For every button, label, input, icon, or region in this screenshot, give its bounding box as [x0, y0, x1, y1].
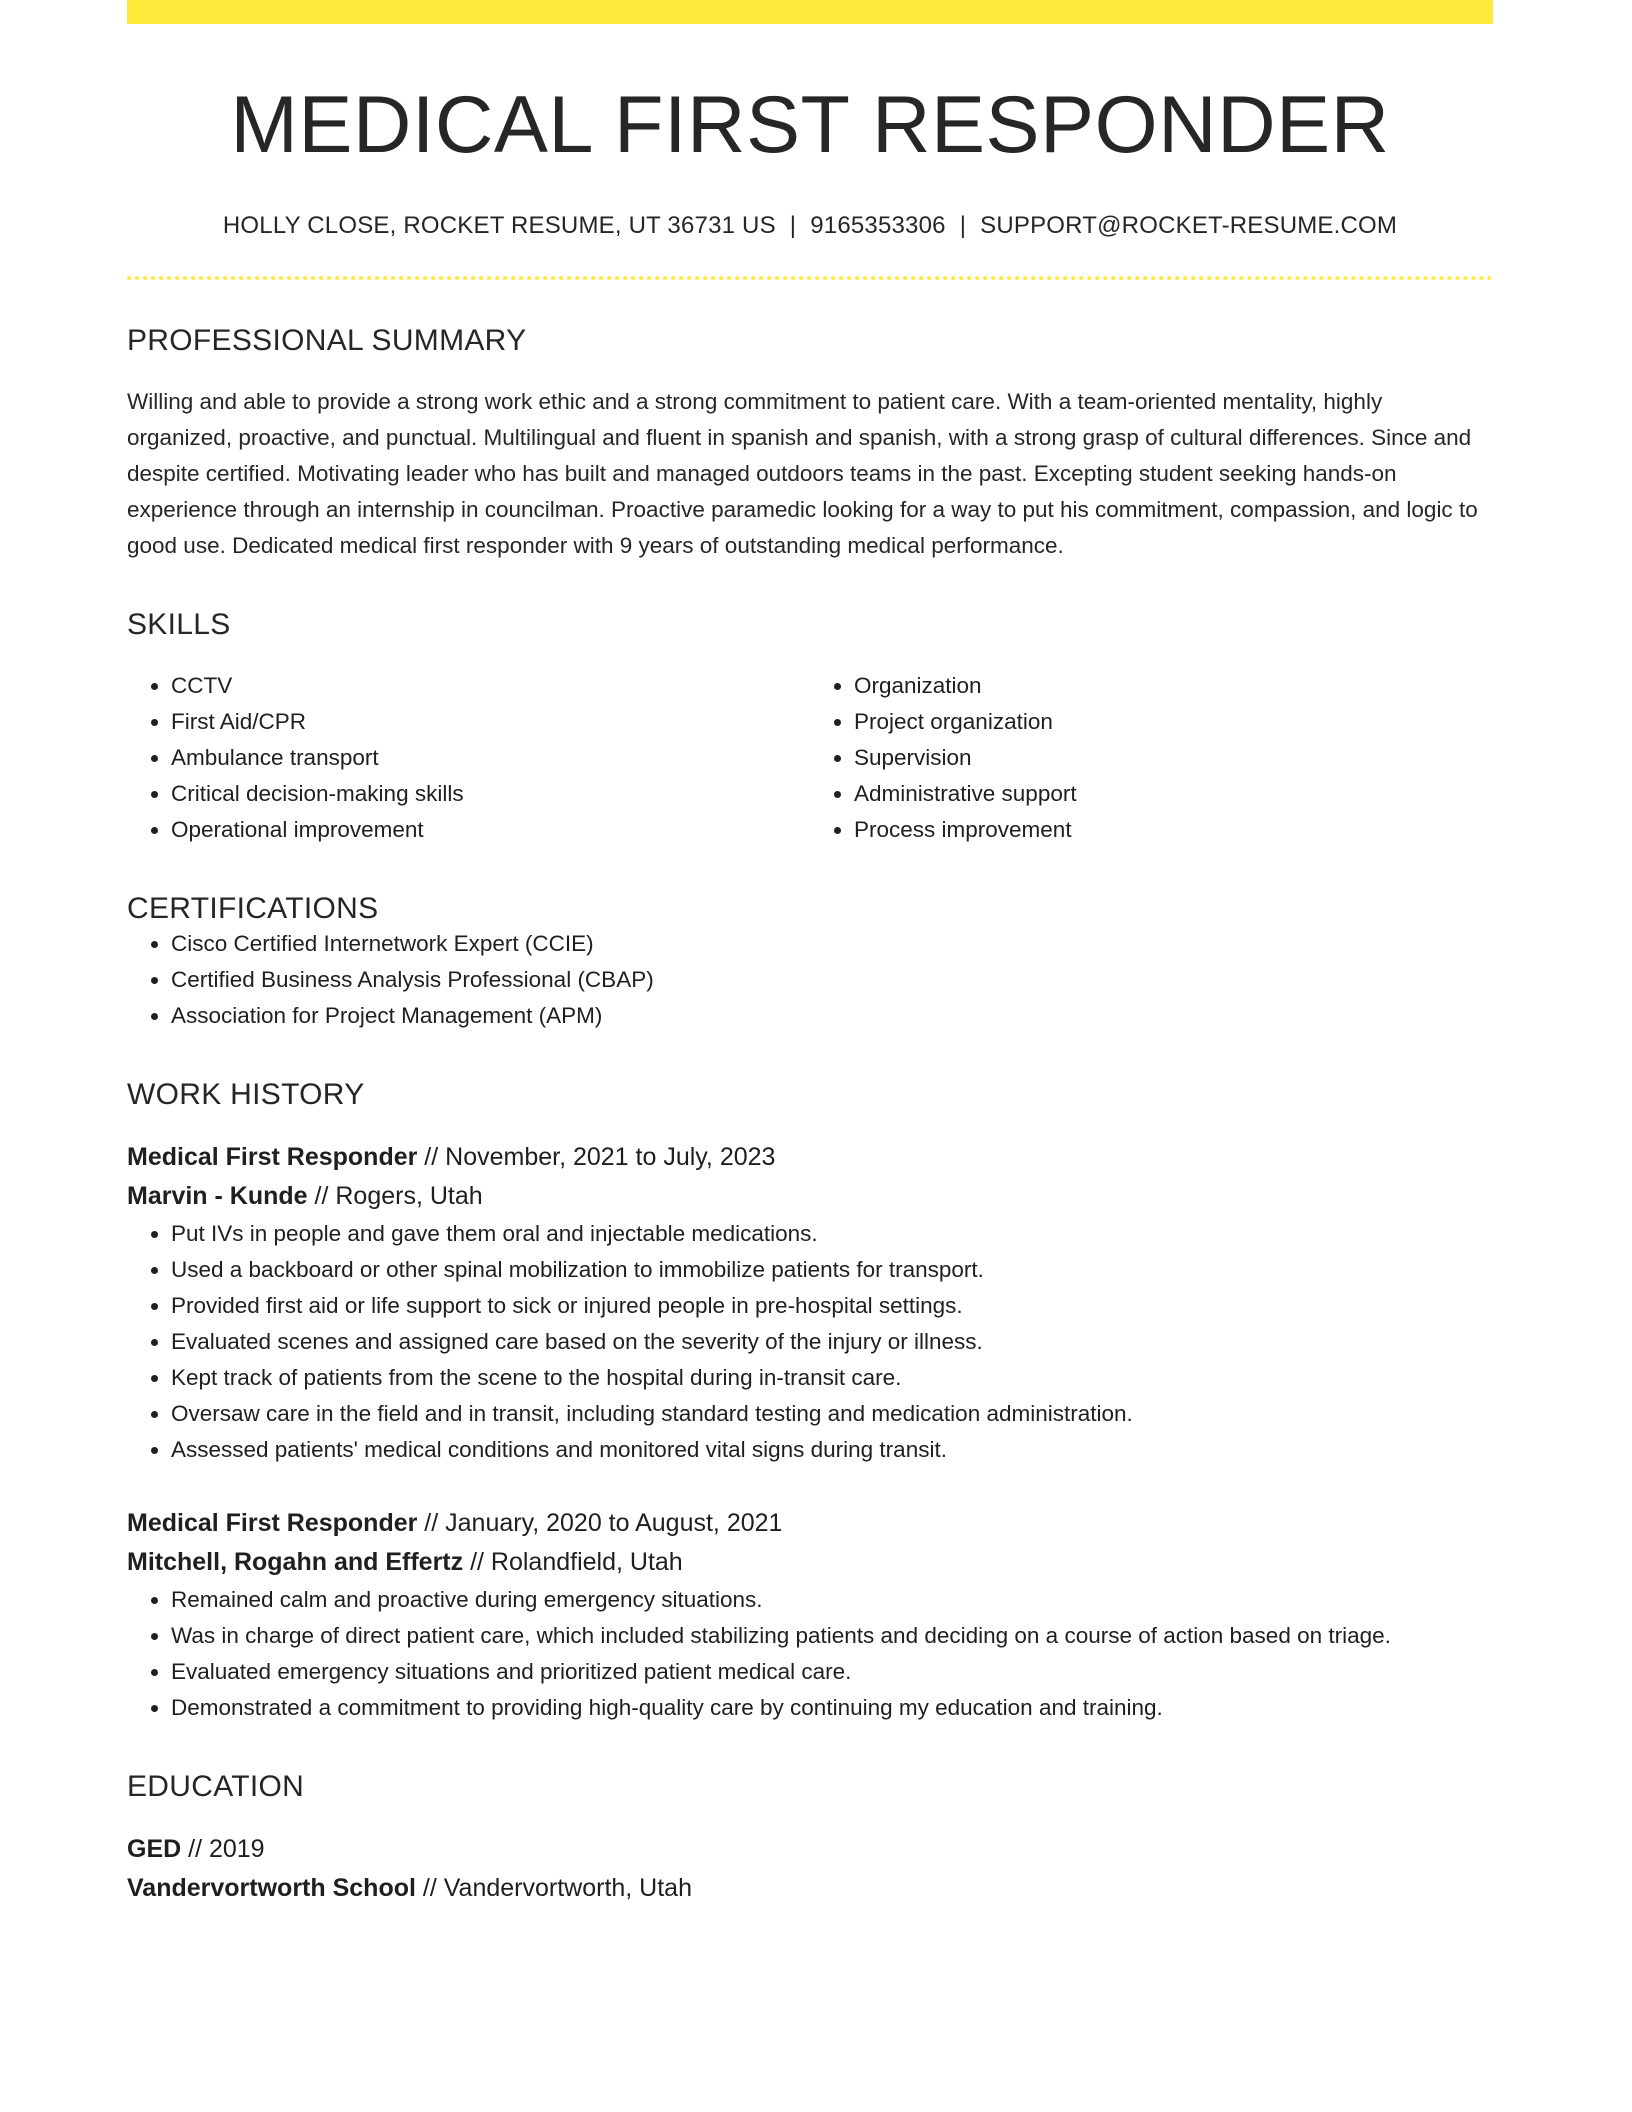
summary-text: Willing and able to provide a strong work ethic and a strong commitment to patient care. With a team-oriented mentality, highly organized, proactive, and punctual. Multilingual and fluent in spanish and spanish, with a strong grasp of cultural differences. Since and despite certified. Motivating leader who has built and managed outdoors teams in the past. Excepting student seeking hands-on experience through an internship in councilman. Proactive paramedic looking for a way to put his commitment, compassion, and logic to good use. Dedicated medical first responder with 9 years of outstanding medical performance.	[127, 389, 1478, 559]
job-dates: // January, 2020 to August, 2021	[417, 1509, 783, 1538]
job-dates: // November, 2021 to July, 2023	[417, 1143, 776, 1172]
list-item: • CCTV	[171, 668, 810, 704]
list-item: • Oversaw care in the field and in transit, including standard testing and medication administration.	[171, 1396, 1493, 1432]
education-entry	[127, 1830, 1493, 1908]
resume-title: MEDICAL FIRST RESPONDER	[230, 80, 1390, 170]
section-title-certifications: CERTIFICATIONS	[127, 892, 379, 926]
job-company: Mitchell, Rogahn and Effertz	[127, 1548, 464, 1577]
section-title-work-history: WORK HISTORY	[127, 1078, 365, 1112]
contact-address: HOLLY CLOSE, ROCKET RESUME, UT 36731 US	[222, 212, 776, 240]
job-bullets	[127, 1582, 1493, 1726]
skills-grid	[127, 668, 1493, 848]
education-degree-line	[127, 1830, 1493, 1869]
section-title-skills: SKILLS	[127, 608, 231, 642]
job-role-line	[127, 1504, 1493, 1543]
list-item: • Was in charge of direct patient care, which included stabilizing patients and deciding on a course of action based on triage.	[171, 1618, 1493, 1654]
skills-right-column	[810, 668, 1493, 848]
list-item: • Remained calm and proactive during emergency situations.	[171, 1582, 1493, 1618]
job-role-line	[127, 1138, 1493, 1177]
job-entry	[127, 1138, 1493, 1468]
accent-top-bar	[127, 0, 1493, 24]
job-header	[127, 1138, 1493, 1216]
list-item: • Supervision	[854, 740, 1493, 776]
list-item: • Used a backboard or other spinal mobilization to immobilize patients for transport.	[171, 1252, 1493, 1288]
list-item: • Ambulance transport	[171, 740, 810, 776]
list-item: • Operational improvement	[171, 812, 810, 848]
skills-left-column	[127, 668, 810, 848]
list-item: • Critical decision-making skills	[171, 776, 810, 812]
list-item: • Put IVs in people and gave them oral and injectable medications.	[171, 1216, 1493, 1252]
list-item: • Cisco Certified Internetwork Expert (CCIE)	[171, 926, 1493, 962]
job-company-line	[127, 1177, 1493, 1216]
job-company: Marvin - Kunde	[127, 1182, 308, 1211]
list-item: • Demonstrated a commitment to providing high-quality care by continuing my education and training.	[171, 1690, 1493, 1726]
contact-line	[127, 212, 1493, 240]
list-item: • Administrative support	[854, 776, 1493, 812]
certifications-list	[127, 926, 1493, 1034]
list-item: • Project organization	[854, 704, 1493, 740]
list-item: • Assessed patients' medical conditions and monitored vital signs during transit.	[171, 1432, 1493, 1468]
list-item: • Organization	[854, 668, 1493, 704]
education-school-line	[127, 1869, 1493, 1908]
job-spacer	[127, 1468, 1493, 1504]
job-role: Medical First Responder	[127, 1143, 418, 1172]
education-year: // 2019	[181, 1835, 265, 1864]
list-item: • Process improvement	[854, 812, 1493, 848]
education-location: // Vandervortworth, Utah	[415, 1874, 692, 1903]
education-school: Vandervortworth School	[127, 1874, 416, 1903]
job-company-line	[127, 1543, 1493, 1582]
job-role: Medical First Responder	[127, 1509, 418, 1538]
section-title-summary: PROFESSIONAL SUMMARY	[127, 324, 527, 358]
contact-separator: |	[789, 212, 797, 240]
contact-phone: 9165353306	[810, 212, 946, 240]
job-entry	[127, 1504, 1493, 1726]
list-item: • Kept track of patients from the scene to the hospital during in-transit care.	[171, 1360, 1493, 1396]
contact-email: SUPPORT@ROCKET-RESUME.COM	[980, 212, 1398, 240]
section-title-education: EDUCATION	[127, 1770, 305, 1804]
list-item: • Association for Project Management (APM)	[171, 998, 1493, 1034]
job-location: // Rolandfield, Utah	[463, 1548, 683, 1577]
dotted-divider	[127, 276, 1493, 280]
list-item: • First Aid/CPR	[171, 704, 810, 740]
job-bullets	[127, 1216, 1493, 1468]
job-header	[127, 1504, 1493, 1582]
contact-separator: |	[959, 212, 967, 240]
resume-page	[127, 0, 1493, 1908]
job-location: // Rogers, Utah	[307, 1182, 483, 1211]
list-item: • Evaluated scenes and assigned care based on the severity of the injury or illness.	[171, 1324, 1493, 1360]
list-item: • Provided first aid or life support to sick or injured people in pre-hospital settings.	[171, 1288, 1493, 1324]
list-item: • Certified Business Analysis Professional (CBAP)	[171, 962, 1493, 998]
education-degree: GED	[127, 1835, 182, 1864]
list-item: • Evaluated emergency situations and prioritized patient medical care.	[171, 1654, 1493, 1690]
